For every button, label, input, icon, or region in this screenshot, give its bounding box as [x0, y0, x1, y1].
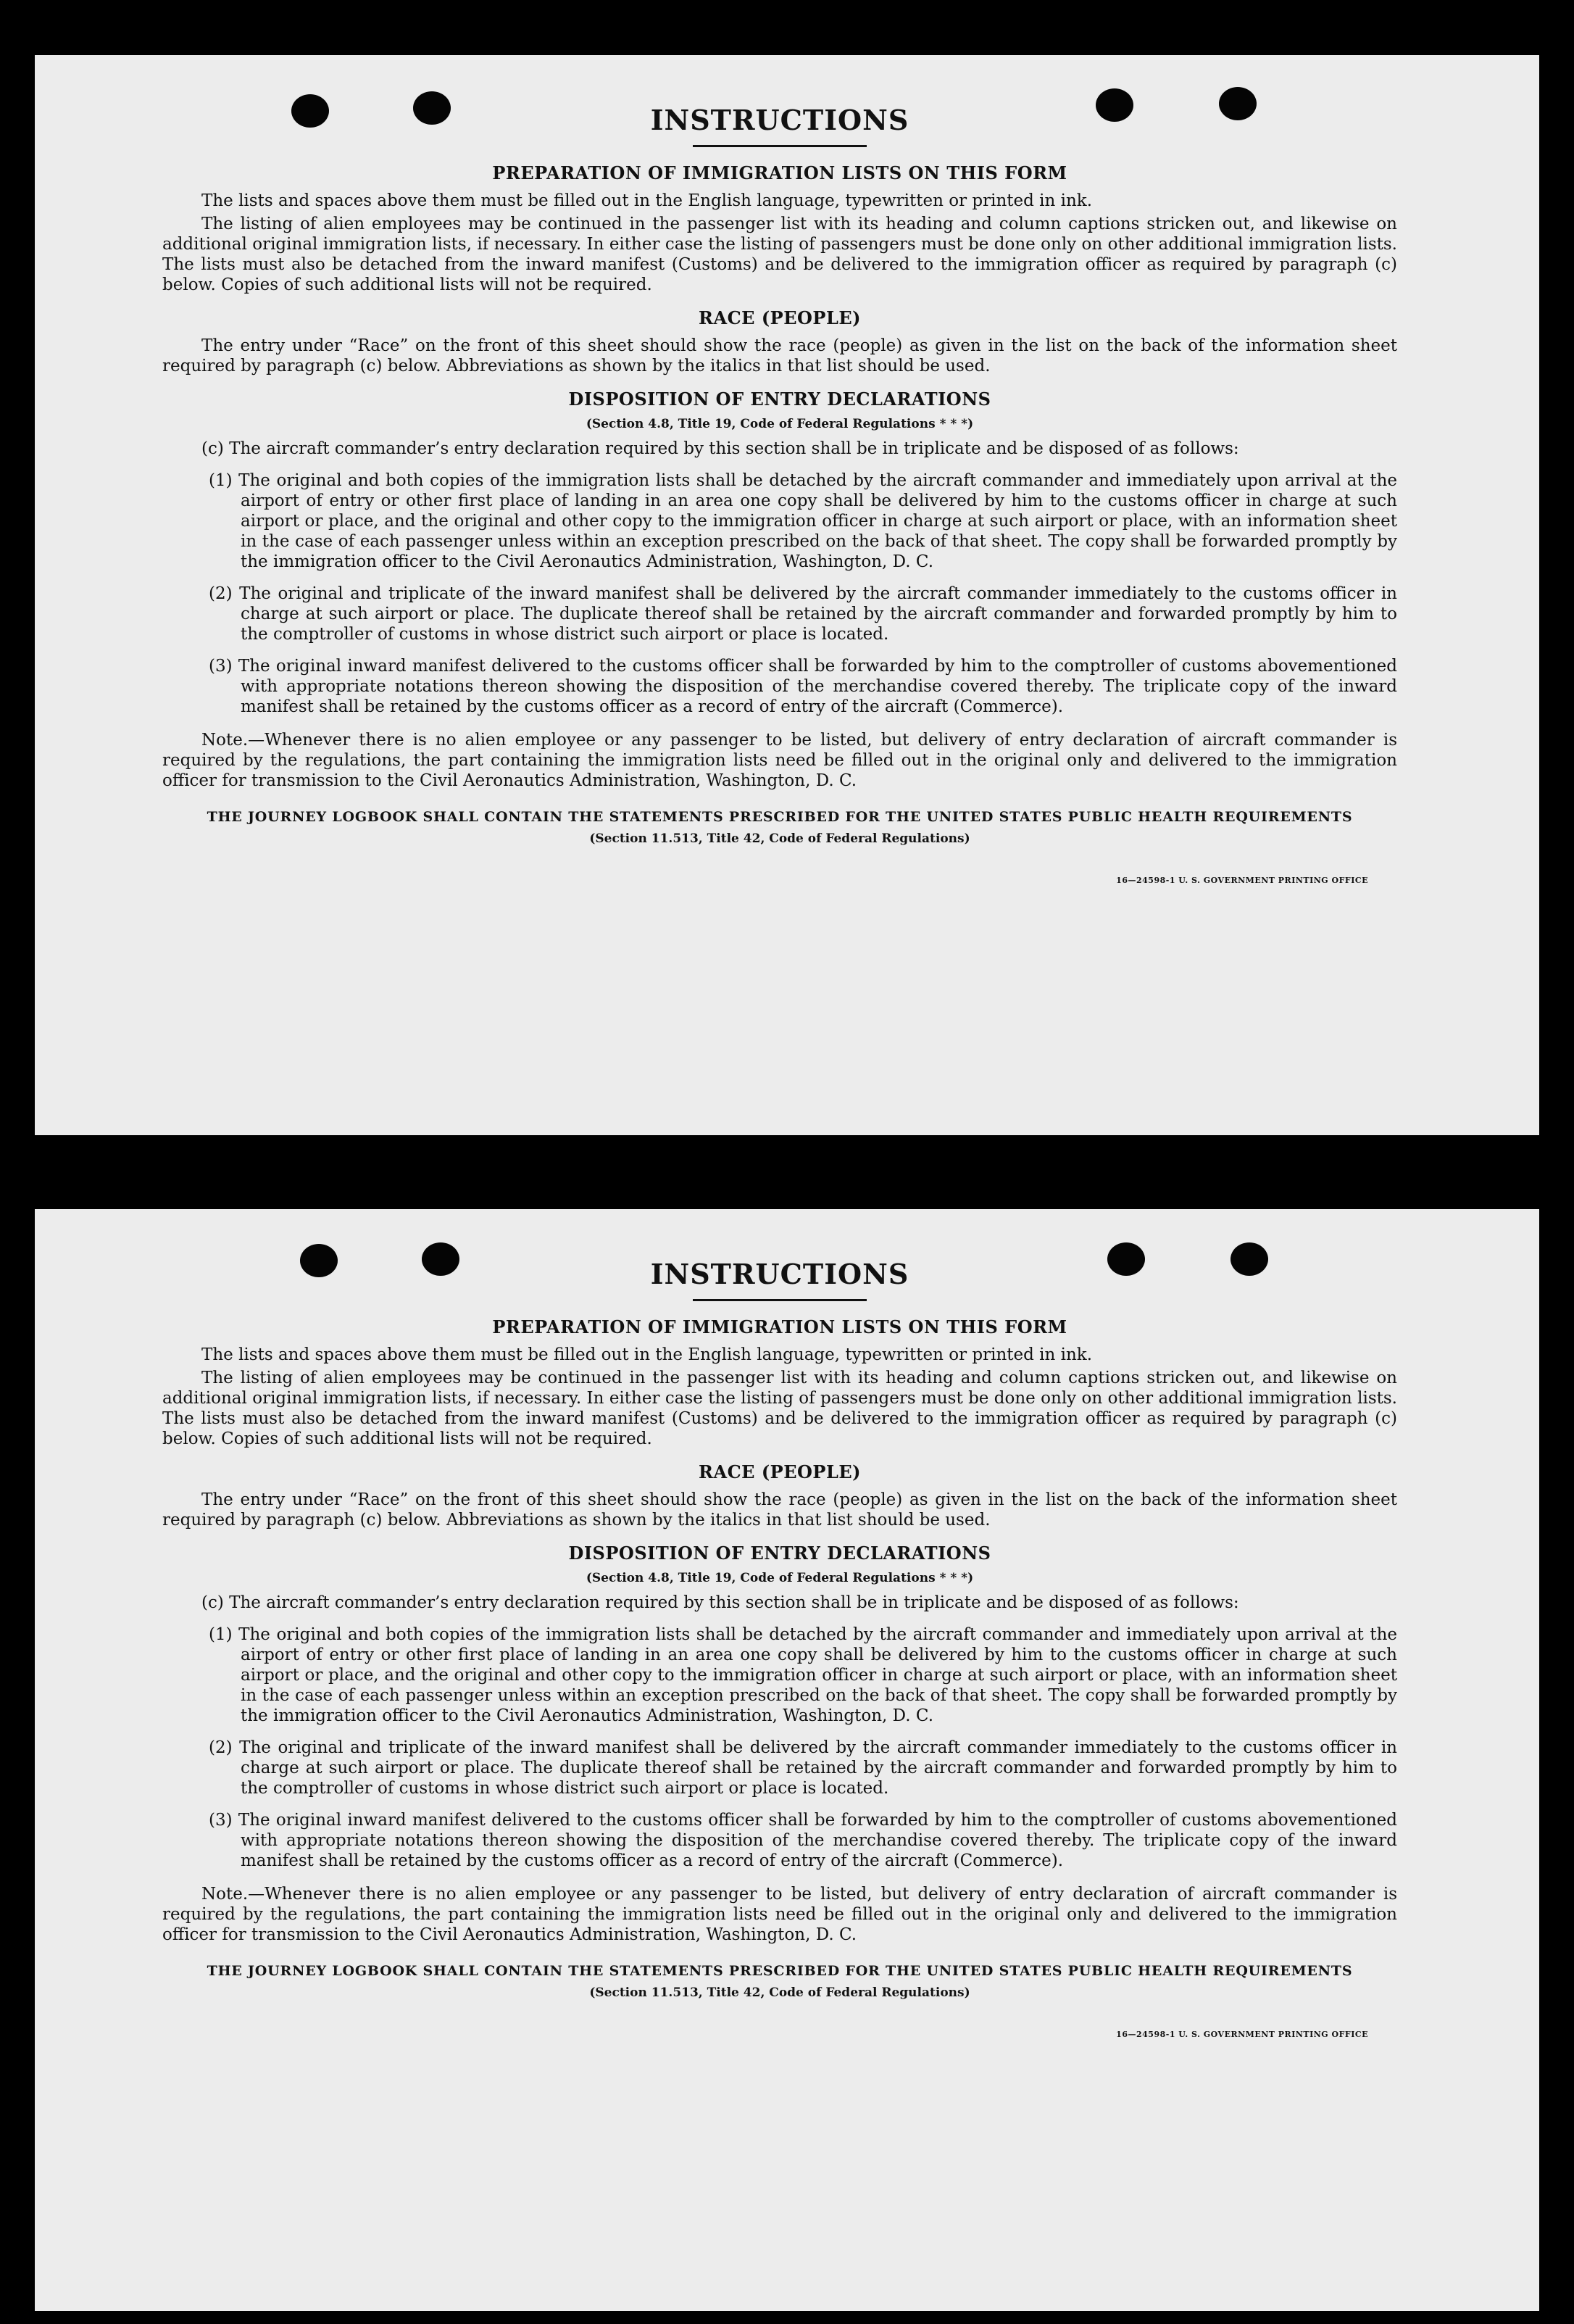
preparation-paragraph-1: The lists and spaces above them must be filled out in the English language, typewritten or printed in ink. [201, 191, 1093, 210]
disposition-paragraph: (c) The aircraft commander’s entry declaration required by this section shall be in triplicate and be disposed of as follows: [201, 439, 1239, 458]
race-heading: RACE (PEOPLE) [699, 1461, 861, 1482]
printer-code: 16—24598-1 U. S. GOVERNMENT PRINTING OFFICE [1116, 876, 1368, 885]
logbook-citation: (Section 11.513, Title 42, Code of Federal Regulations) [589, 831, 970, 846]
preparation-heading: PREPARATION OF IMMIGRATION LISTS ON THIS FORM [492, 1316, 1067, 1337]
disposition-citation: (Section 4.8, Title 19, Code of Federal Regulations * * *) [586, 1571, 974, 1585]
note-paragraph: Note.—Whenever there is no alien employee or any passenger to be listed, but delivery of entry declaration of aircraft commander is required by the regulations, the part containing the immigration lists need be filled out in the original only and delivered to the immigration officer for transmission to the Civil Aeronautics Administration, Washington, D. C. [162, 1885, 1397, 1944]
race-paragraph: The entry under “Race” on the front of this sheet should show the race (people) as given in the list on the back of the information sheet required by paragraph (c) below. Abbreviations as shown by the italics in that list should be used. [162, 336, 1397, 375]
sheet-content [162, 96, 1397, 891]
disposition-item-2: (2) The original and triplicate of the inward manifest shall be delivered by the aircraft commander immediately to the customs officer in charge at such airport or place. The duplicate thereof shall be retained by the aircraft commander and forwarded promptly by him to the comptroller of customs in whose district such airport or place is located. [209, 1738, 1397, 1798]
disposition-item-3: (3) The original inward manifest delivered to the customs officer shall be forwarded by him to the comptroller of customs abovementioned with appropriate notations thereon showing the disposition of the merchandise covered thereby. The triplicate copy of the inward manifest shall be retained by the customs officer as a record of entry of the aircraft (Commerce). [209, 1811, 1397, 1870]
logbook-citation: (Section 11.513, Title 42, Code of Federal Regulations) [589, 1985, 970, 2000]
disposition-citation: (Section 4.8, Title 19, Code of Federal Regulations * * *) [586, 417, 974, 431]
race-paragraph: The entry under “Race” on the front of this sheet should show the race (people) as given in the list on the back of the information sheet required by paragraph (c) below. Abbreviations as shown by the italics in that list should be used. [162, 1490, 1397, 1530]
logbook-requirement: THE JOURNEY LOGBOOK SHALL CONTAIN THE STATEMENTS PRESCRIBED FOR THE UNITED STATES PUBLIC HEALTH REQUIREMENTS [207, 809, 1353, 825]
sheet-title: INSTRUCTIONS [650, 1258, 909, 1290]
note-paragraph: Note.—Whenever there is no alien employee or any passenger to be listed, but delivery of entry declaration of aircraft commander is required by the regulations, the part containing the immigration lists need be filled out in the original only and delivered to the immigration officer for transmission to the Civil Aeronautics Administration, Washington, D. C. [162, 731, 1397, 790]
printer-code: 16—24598-1 U. S. GOVERNMENT PRINTING OFFICE [1116, 2030, 1368, 2039]
sheet-title: INSTRUCTIONS [650, 104, 909, 136]
logbook-requirement: THE JOURNEY LOGBOOK SHALL CONTAIN THE STATEMENTS PRESCRIBED FOR THE UNITED STATES PUBLIC HEALTH REQUIREMENTS [207, 1963, 1353, 1979]
instruction-sheet-bottom [35, 1209, 1539, 2311]
title-underline [693, 1299, 867, 1301]
disposition-item-3: (3) The original inward manifest delivered to the customs officer shall be forwarded by him to the comptroller of customs abovementioned with appropriate notations thereon showing the disposition of the merchandise covered thereby. The triplicate copy of the inward manifest shall be retained by the customs officer as a record of entry of the aircraft (Commerce). [209, 657, 1397, 716]
preparation-paragraph-2: The listing of alien employees may be continued in the passenger list with its heading and column captions stricken out, and likewise on additional original immigration lists, if necessary. In either case the listing of passengers must be done only on other additional immigration lists. The lists must also be detached from the inward manifest (Customs) and be delivered to the immigration officer as required by paragraph (c) below. Copies of such additional lists will not be required. [162, 215, 1397, 294]
disposition-heading: DISPOSITION OF ENTRY DECLARATIONS [568, 1543, 991, 1564]
disposition-item-1: (1) The original and both copies of the immigration lists shall be detached by the aircraft commander and immediately upon arrival at the airport of entry or other first place of landing in an area one copy shall be delivered by him to the customs officer in charge at such airport or place, and the original and other copy to the immigration officer in charge at such airport or place, with an information sheet in the case of each passenger unless within an exception prescribed on the back of that sheet. The copy shall be forwarded promptly by the immigration officer to the Civil Aeronautics Administration, Washington, D. C. [209, 1625, 1397, 1725]
race-heading: RACE (PEOPLE) [699, 307, 861, 328]
disposition-paragraph: (c) The aircraft commander’s entry declaration required by this section shall be in triplicate and be disposed of as follows: [201, 1593, 1239, 1612]
preparation-paragraph-2: The listing of alien employees may be continued in the passenger list with its heading and column captions stricken out, and likewise on additional original immigration lists, if necessary. In either case the listing of passengers must be done only on other additional immigration lists. The lists must also be detached from the inward manifest (Customs) and be delivered to the immigration officer as required by paragraph (c) below. Copies of such additional lists will not be required. [162, 1369, 1397, 1448]
disposition-item-1: (1) The original and both copies of the immigration lists shall be detached by the aircraft commander and immediately upon arrival at the airport of entry or other first place of landing in an area one copy shall be delivered by him to the customs officer in charge at such airport or place, and the original and other copy to the immigration officer in charge at such airport or place, with an information sheet in the case of each passenger unless within an exception prescribed on the back of that sheet. The copy shall be forwarded promptly by the immigration officer to the Civil Aeronautics Administration, Washington, D. C. [209, 471, 1397, 571]
disposition-heading: DISPOSITION OF ENTRY DECLARATIONS [568, 389, 991, 410]
preparation-paragraph-1: The lists and spaces above them must be filled out in the English language, typewritten or printed in ink. [201, 1345, 1093, 1364]
instruction-sheet-top [35, 55, 1539, 1135]
title-underline [693, 145, 867, 147]
preparation-heading: PREPARATION OF IMMIGRATION LISTS ON THIS FORM [492, 162, 1067, 183]
disposition-item-2: (2) The original and triplicate of the inward manifest shall be delivered by the aircraft commander immediately to the customs officer in charge at such airport or place. The duplicate thereof shall be retained by the aircraft commander and forwarded promptly by him to the comptroller of customs in whose district such airport or place is located. [209, 584, 1397, 644]
sheet-content [162, 1250, 1397, 2045]
